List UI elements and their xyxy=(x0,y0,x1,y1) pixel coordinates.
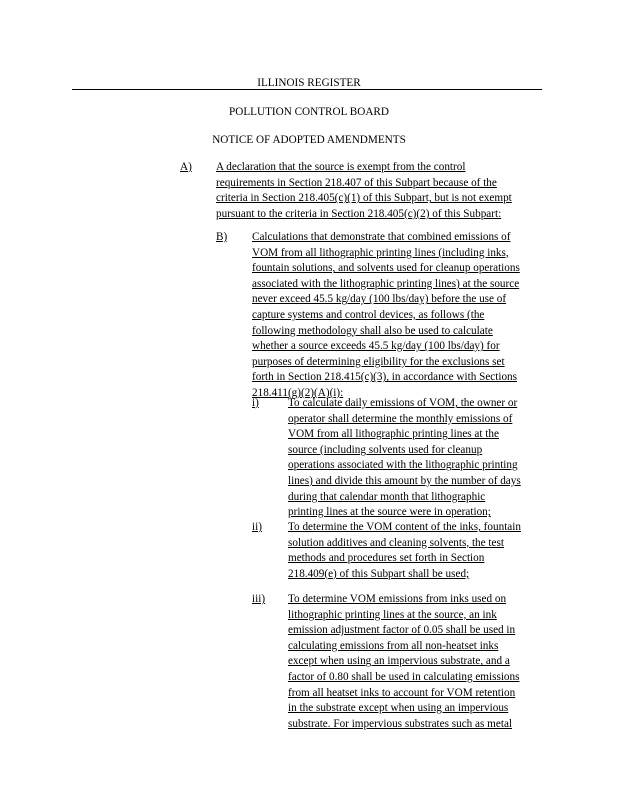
text-line: Calculations that demonstrate that combined emissions of xyxy=(252,231,511,243)
text-line: during that calendar month that lithographic xyxy=(288,490,486,503)
header-rule xyxy=(72,89,542,90)
text-line: lines) and divide this amount by the number of days xyxy=(288,474,521,487)
text-line: pursuant to the criteria in Section 218.405(c)(2) of this Subpart: xyxy=(216,207,502,220)
text-line: from all heatset inks to account for VOM retention xyxy=(288,686,516,699)
agency-title: POLLUTION CONTROL BOARD xyxy=(229,106,389,118)
text-line: factor of 0.80 shall be used in calculating emissions xyxy=(288,670,520,683)
item-label: B) xyxy=(216,231,228,243)
text-line: emission adjustment factor of 0.05 shall be used in xyxy=(288,624,516,637)
text-line: criteria in Section 218.405(c)(1) of this Subpart, but is not exempt xyxy=(216,192,512,205)
text-line: calculating emissions from all non-heatset inks xyxy=(288,639,499,652)
text-line: To determine the VOM content of the inks, fountain xyxy=(288,521,521,533)
text-line: solution additives and cleaning solvents, the test xyxy=(288,536,504,549)
text-line: except when using an impervious substrate, and a xyxy=(288,655,510,668)
register-header: ILLINOIS REGISTER xyxy=(257,77,361,89)
item-label: i) xyxy=(252,397,259,409)
text-line: following methodology shall also be used to calculate xyxy=(252,324,493,337)
item-label: ii) xyxy=(252,521,262,533)
text-line: source (including solvents used for cleanup xyxy=(288,443,483,456)
text-line: printing lines at the source were in operation; xyxy=(288,506,491,519)
text-line: To determine VOM emissions from inks used on xyxy=(288,593,507,605)
text-line: in the substrate except when using an impervious xyxy=(288,702,509,715)
item-text xyxy=(288,520,521,582)
text-line: operations associated with the lithographic printing xyxy=(288,459,518,472)
text-line: forth in Section 218.415(c)(3), in accordance with Sections xyxy=(252,371,518,384)
text-line: fountain solutions, and solvents used for cleanup operations xyxy=(252,262,520,275)
notice-title: NOTICE OF ADOPTED AMENDMENTS xyxy=(212,134,406,146)
item-label: iii) xyxy=(252,593,266,605)
text-line: lithographic printing lines at the source, an ink xyxy=(288,608,497,621)
text-line: 218.409(e) of this Subpart shall be used; xyxy=(288,567,470,580)
text-line: 218.411(g)(2)(A)(i): xyxy=(252,386,344,399)
text-line: capture systems and control devices, as follows (the xyxy=(252,308,485,321)
text-line: substrate. For impervious substrates such as metal xyxy=(288,717,513,730)
text-line: VOM from all lithographic printing lines at the xyxy=(288,428,499,441)
text-line: associated with the lithographic printing lines) at the source xyxy=(252,277,520,290)
text-line: purposes of determining eligibility for the exclusions set xyxy=(252,355,505,368)
item-text xyxy=(252,230,520,402)
text-line: operator shall determine the monthly emissions of xyxy=(288,412,513,425)
text-line: VOM from all lithographic printing lines (including inks, xyxy=(252,246,509,259)
text-line: To calculate daily emissions of VOM, the owner or xyxy=(288,397,518,409)
text-line: methods and procedures set forth in Section xyxy=(288,552,485,565)
item-text xyxy=(288,592,519,732)
text-line: whether a source exceeds 45.5 kg/day (100 lbs/day) for xyxy=(252,340,500,353)
text-line: A declaration that the source is exempt from the control xyxy=(216,161,466,173)
item-text xyxy=(288,396,521,521)
item-label: A) xyxy=(180,161,192,173)
text-line: requirements in Section 218.407 of this Subpart because of the xyxy=(216,176,497,189)
text-line: never exceed 45.5 kg/day (100 lbs/day) before the use of xyxy=(252,293,507,306)
item-text xyxy=(216,160,512,222)
